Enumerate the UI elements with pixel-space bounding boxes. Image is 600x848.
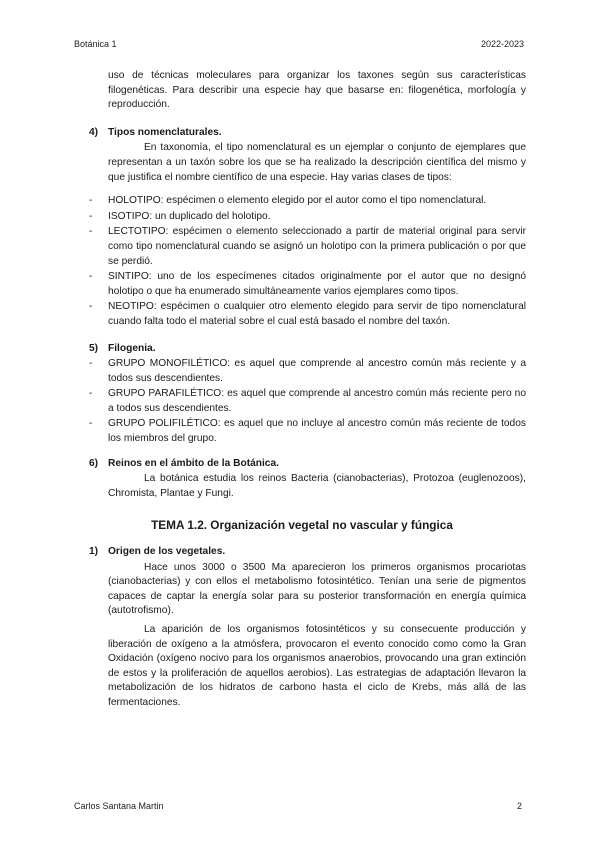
section-paragraph: En taxonomía, el tipo nomenclatural es un ejemplar o conjunto de ejemplares que representan a un taxón sobre los que se ha realizado la descripción científica del mismo y que justifica el nombre científico de una especie. Hay varias clases de tipos: — [108, 142, 526, 183]
list-item — [89, 194, 526, 209]
list-item — [89, 417, 526, 446]
section-heading — [89, 126, 526, 141]
section-title: Tipos nomenclaturales. — [108, 126, 222, 138]
list-item-text: ISOTIPO: un duplicado del holotipo. — [108, 210, 271, 222]
section-title: Filogenia. — [108, 342, 156, 354]
bullet-dash: - — [89, 195, 93, 207]
list-item — [89, 357, 526, 386]
bullet-dash: - — [89, 226, 93, 238]
section-heading — [89, 457, 526, 472]
section-title: Origen de los vegetales. — [108, 546, 226, 558]
section-heading — [89, 342, 526, 357]
header-course: Botánica 1 — [74, 39, 117, 49]
section-number: 4) — [89, 126, 99, 138]
list-item-text: NEOTIPO: espécimen o cualquier otro elemento elegido para servir de tipo nomenclatural cuando falta todo el material sobre el cual está basado el nombre del taxón. — [108, 301, 526, 327]
section-tipos — [89, 126, 526, 330]
document-body — [89, 69, 526, 711]
section-reinos — [89, 457, 526, 502]
section-number: 1) — [89, 546, 99, 558]
section-origen — [89, 545, 526, 711]
list-item-text: HOLOTIPO: espécimen o elemento elegido por el autor como el tipo nomenclatural. — [108, 195, 487, 207]
bullet-dash: - — [89, 301, 93, 313]
list-item-text: LECTOTIPO: espécimen o elemento seleccionado a partir de material original para servir como tipo nomenclatural cuando se asignó un holotipo con la primera publicación o por que se perdió. — [108, 226, 526, 267]
section-number: 5) — [89, 342, 99, 354]
tipos-list — [89, 194, 526, 329]
intro-paragraph: uso de técnicas moleculares para organizar los taxones según sus características filogenéticas. Para describir una especie hay que basarse en: filogenética, morfología y reproducción. — [108, 70, 526, 111]
list-item-text: SINTIPO: uno de los especímenes citados originalmente por el autor que no designó holotipo o que ha enumerado simultáneamente varios ejemplares como tipos. — [108, 271, 526, 297]
bullet-dash: - — [89, 358, 93, 370]
list-item-text: GRUPO POLIFILÉTICO: es aquel que no incluye al ancestro común más reciente de todos los miembros del grupo. — [108, 418, 526, 445]
section-heading — [89, 545, 526, 560]
section-title: Reinos en el ámbito de la Botánica. — [108, 457, 279, 469]
list-item — [89, 270, 526, 299]
section-number: 6) — [89, 457, 99, 469]
list-item — [89, 225, 526, 269]
list-item — [89, 300, 526, 329]
section-filogenia — [89, 342, 526, 447]
section-paragraph: La aparición de los organismos fotosintéticos y su consecuente producción y liberación de oxígeno a la atmósfera, provocaron el evento conocido como como la Gran Oxidación (oxígeno nocivo para los organismos anaerobios, provocando una gran extinción de estos y la proliferación de aquellos aerobios). Las estrategias de adaptación llevaron la metabolización de los hidratos de carbono hasta el ciclo de Krebs, más allá de las fermentaciones. — [108, 624, 526, 708]
list-item — [89, 210, 526, 225]
page-number: 2 — [516, 801, 522, 811]
bullet-dash: - — [89, 210, 93, 222]
bullet-dash: - — [89, 418, 93, 430]
header-year: 2022-2023 — [480, 39, 524, 49]
section-paragraph: Hace unos 3000 o 3500 Ma aparecieron los primeros organismos procariotas (cianobacterias) y con ellos el metabolismo fotosintético. Tenían una serie de pigmentos capaces de captar la energía solar para su posterior transformación en energía química (autotrofismo). — [108, 561, 526, 617]
section-paragraph: La botánica estudia los reinos Bacteria (cianobacterias), Protozoa (euglenozoos), Chromista, Plantae y Fungi. — [108, 473, 526, 499]
list-item — [89, 387, 526, 416]
tema-title: TEMA 1.2. Organización vegetal no vascular y fúngica — [151, 518, 453, 533]
bullet-dash: - — [89, 388, 93, 400]
list-item-text: GRUPO PARAFILÉTICO: es aquel que comprende al ancestro común más reciente pero no a todos sus descendientes. — [108, 388, 526, 414]
bullet-dash: - — [89, 271, 93, 283]
filogenia-list — [89, 357, 526, 447]
list-item-text: GRUPO MONOFILÉTICO: es aquel que comprende al ancestro común más reciente y a todos sus descendientes. — [108, 358, 526, 384]
footer-author: Carlos Santana Martin — [74, 801, 164, 811]
